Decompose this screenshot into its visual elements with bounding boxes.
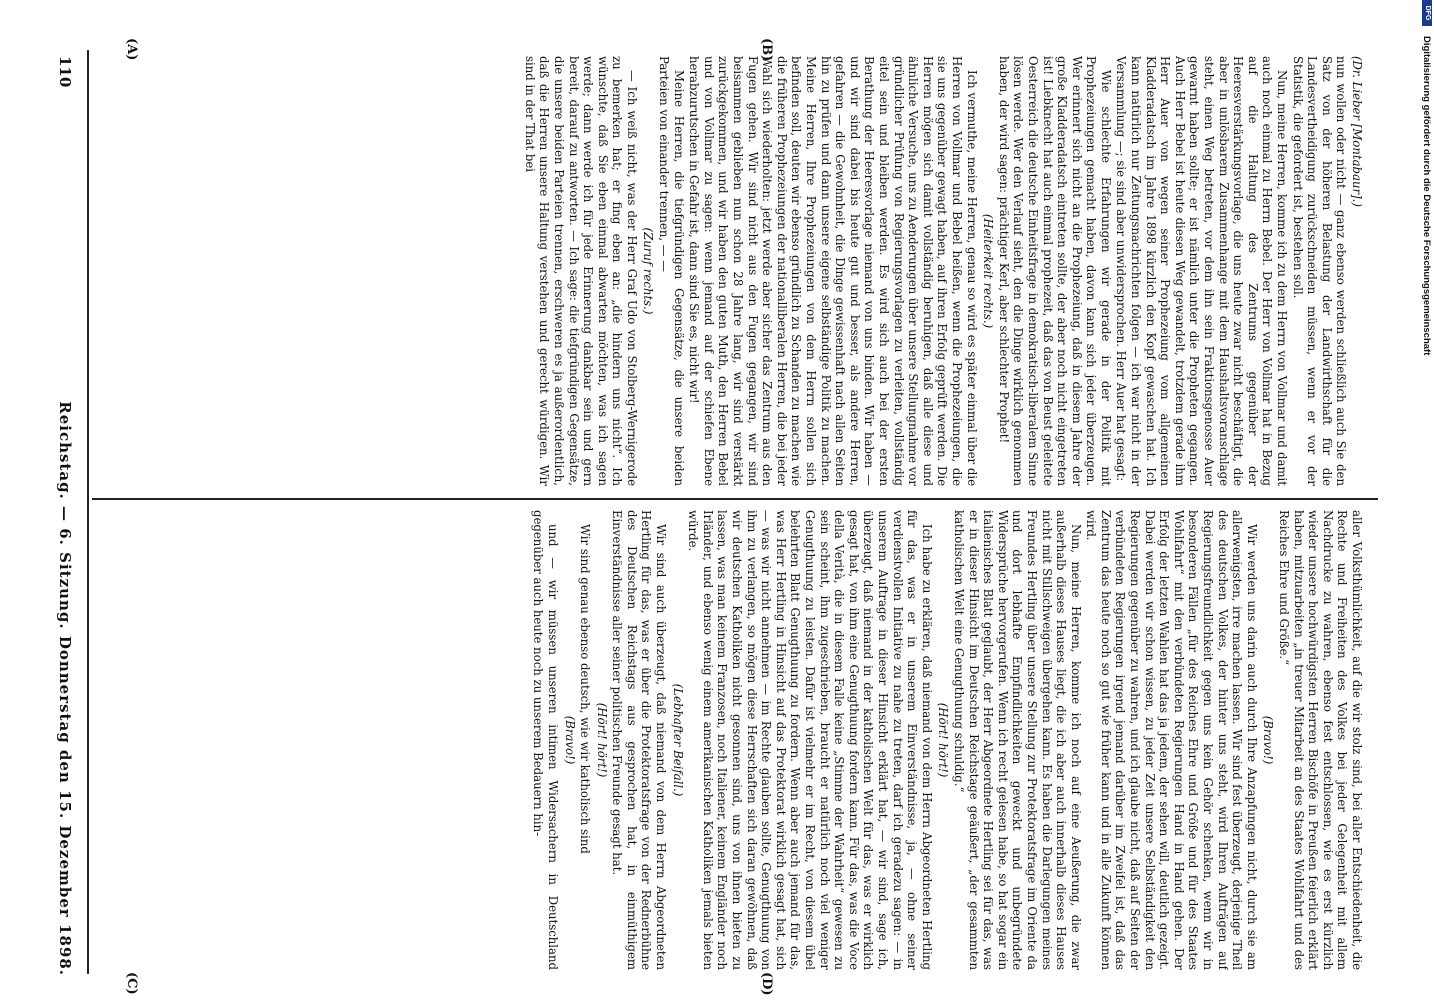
left-paragraph-3: Wie schlechte Erfahrungen wir gerade in der Politik mit Prophezeiungen gemacht haben, davon kann sich jeder überzeugen. Wer erinnert sich nicht an die Prophezeiung, daß in diesem Jahre der große Kladderadatsch eintreten sollte, der aber noch nicht eingetreten ist! Liebknecht hat auch einmal prophezeit, daß das von Beust geleitete Oesterreich die deutsche Einheitsfrage in demokratisch-liberalem Sinne lösen werde. Wer den Verlauf sieht, den die Dinge wirklich genommen haben, der wird sagen: prächtiger Kerl, aber schlechter Prophet!	[996, 56, 1113, 486]
right-paragraph-4: Ich habe zu erklären, daß niemand von dem Herrn Abgeordneten Hertling für das, was er in unserem Einverständnisse, ja, — ohne seiner verdienstvollen Initiative zu nahe zu treten, darf ich geradezu sagen: — in unserem Auftrage in dieser Hinsicht erklärt hat, — wir sind, sage ich, überzeugt, daß niemand in der katholischen Welt für das, was er wirklich gesagt hat, von ihm eine Genugthuung fordern kann. Für das, was die Voce della Verità, die in diesem Falle keine „Stimme der Wahrheit“ gewesen zu sein scheint, ihm zugeschrieben, braucht er natürlich noch viel weniger Genugthuung zu leisten. Dafür ist vielmehr er im Recht, von diesem übel belehrten Blatt Genugthuung zu fordern. Wenn aber auch jemand für das, was Herr Hertling in Hinsicht auf das Protektorat wirklich gesagt hat, sich — was wir nicht annehmen — im Rechte glauben sollte, Genugthuung von ihm zu verlangen, so mögen diese Herrschaften sich daran gewöhnen, daß wir deutschen Katholiken nicht gesonnen sind, uns von ihnen bieten zu lassen, was man keinem Franzosen, noch Italiener, keinem Engländer noch Irländer, und ebenso wenig einem amerikanischen Katholiken jemals bieten würde.	[686, 510, 934, 970]
margin-marker-b: (B)	[759, 38, 774, 62]
header-rule	[87, 50, 89, 974]
left-column	[94, 56, 1364, 486]
page-number: 110	[56, 56, 74, 88]
left-paragraph-4: Ich vermuthe, meine Herren, genau so wird es später einmal über die Herren von Vollmar und Bebel heißen, wenn die Prophezeiungen, die sie uns gegenüber gewagt haben, auf ihren Erfolg geprüft werden. Die Herren mögen sich damit vollständig beruhigen, daß alle diese und ähnliche Versuche, uns zu Aenderungen über unsere Stellungnahme vor gründlicher Prüfung von Regierungsvorlagen zu verleiten, vollständig eitel sein und bleiben werden. Es wird sich auch bei der ersten Berathung der Heeresvorlage niemand von uns binden. Wir haben — und wir sind dabei bis heute gut und besser, als andere Herren, gefahren — die Gewohnheit, die Dinge gewissenhaft nach allen Seiten hin zu prüfen und dann unsere eigene selbständige Politik zu machen. Meine Herren, Ihre Prophezeiungen von dem Herrn sollen sich befinden soll, deuten wir ebenso gründlich zu Schanden zu machen wie die früheren Prophezeiungen der nationalliberalen Herren, die bei jeder Wahl sich wiederholten: jetzt werde aber sicher das Zentrum aus den Fugen gehen. Wir sind nicht aus den Fugen gegangen, wir sind beisammen geblieben nun schon 28 Jahre lang, wir sind verstärkt zurückgekommen, und wir haben den guten Muth, den Herren Bebel und von Vollmar zu sagen: wenn jemand auf der schiefen Ebene herabzurutschen in Gefahr ist, dann sind Sie es, nicht wir!	[687, 56, 979, 486]
left-paragraph-2: Nun, meine Herren, komme ich zu dem Herrn von Vollmar und damit auch noch einmal zu Herrn Bebel. Der Herr von Vollmar hat in Bezug auf die Haltung des Zentrums gegenüber der Heeresverstärkungsvorlage, die uns heute zwar nicht beschäftigt, die aber in unlösbarem Zusammenhange mit dem Haushaltsvoranschlage steht, einen Weg betreten, vor dem ihn sein Fraktionsgenosse Auer gewarnt haben sollte; er ist nämlich unter die Propheten gegangen. Auch Herr Bebel ist heute diesen Weg gewandelt, trotzdem gerade ihm Herr Auer von wegen seiner Prophezeiung vom allgemeinen Kladderadatsch im Jahre 1898 kürzlich den Kopf gewaschen hat. Ich kann natürlich nur Zeitungsnachrichten folgen — ich war nicht in der Versammlung —; sie sind aber unwidersprochen. Herr Auer hat gesagt:	[1114, 56, 1290, 486]
margin-marker-c: (C)	[124, 972, 139, 995]
right-paragraph-6: Wir sind genau ebenso deutsch, wie wir katholisch sind	[578, 524, 593, 854]
right-aside-2: (Hört! hört!)	[936, 702, 951, 778]
right-aside-3: (Lebhafter Beifall.)	[670, 683, 685, 797]
left-aside-2: (Zuruf rechts.)	[641, 227, 656, 315]
right-paragraph-7: und — wir müssen unseren intimen Widersachern in Deutschland gegenüber auch heute noch zu unserem Bedauern hin-	[531, 510, 560, 970]
column-divider	[92, 498, 1378, 500]
right-paragraph-3: Nun, meine Herren, komme ich noch auf eine Aeußerung, die zwar außerhalb dieses Hauses liegt, die ich aber auch innerhalb dieses Hauses nicht mit Stillschweigen übergehen kann. Es haben die Darlegungen meines Freundes Hertling über unsere Stellung zur Protektoratsfrage im Oriente da und dort lebhafte Empfindlichkeiten geweckt und unbegründete Widersprüche hervorgerufen. Wenn ich recht gelesen habe, so hat sogar ein italienisches Blatt geglaubt, der Herr Abgeordnete Hertling sei für das, was er in dieser Hinsicht im Deutschen Reichstage geäußert, „der gesammten katholischen Welt eine Genugthuung schuldig.“	[951, 510, 1083, 970]
page-header	[50, 56, 74, 976]
dfg-logo: DFG	[1422, 0, 1432, 26]
funding-credit-text: Digitalisierung gefördert durch die Deutsche Forschungsgemeinschaft	[1421, 36, 1433, 356]
right-paragraph-2: Wir werden uns darin auch durch Ihre Anzapfungen nicht, durch sie am allerwenigsten, irre machen lassen. Wir sind fest überzeugt, derjenige Theil des deutschen Volkes, der hinter uns steht, wird Ihren Aufträgen auf Regierungsfreundlichkeit gegen uns kein Gehör schenken, wenn wir in besonderen Fällen „für des Reiches Ehre und Größe und für des Staates Wohlfahrt“ mit den verbündeten Regierungen Hand in Hand gehen. Der Erfolg der letzten Wahlen hat das ja jedem, der sehen will, deutlich gezeigt. Dabei werden wir schon wissen, zu jeder Zeit unsere Selbständigkeit den Regierungen gegenüber zu wahren, und ich glaube nicht, daß auf Seiten der verbündeten Regierungen irgend jemand darüber im Zweifel ist, daß das Zentrum das heute noch so gut wie früher kann und in alle Zukunft können wird.	[1084, 510, 1259, 970]
right-paragraph-1: aller Volksthümlichkeit, auf die wir stolz sind, bei aller Entschiedenheit, die Rechte und Freiheiten des Volkes bei jeder Gelegenheit mit allem Nachdrucke zu wahren, ebenso fest entschlossen, wie es erst kürzlich wieder unsere hochwürdigsten Herren Bischöfe in Preußen feierlich erklärt haben, mitzuarbeiten „in treuer Mitarbeit an des Staates Wohlfahrt und des Reiches Ehre und Größe.“	[1277, 510, 1364, 970]
right-aside-1: (Bravo!)	[1261, 715, 1276, 765]
left-paragraph-1: nun wollen oder nicht — ganz ebenso werden schließlich auch Sie den Satz von der höheren Belastung der Landwirthschaft für die Landesvertheidigung zurückschneiden müssen, wenn er vor der Statistik, die gefordert ist, bestehen soll.	[1290, 56, 1349, 486]
running-title: Reichstag. — 6. Sitzung. Donnerstag den 15. Dezember 1898.	[56, 401, 74, 976]
speaker-name: (Dr. Lieber [Montabaur].)	[1350, 56, 1364, 207]
right-paragraph-5: Wir sind auch überzeugt, daß niemand von dem Herrn Abgeordneten Hertling für das, was er über die Protektoratsfrage von der Rednerbühne des Deutschen Reichstags aus gesprochen hat, in einmüthigem Einverständnisse aller seiner politischen Freunde gesagt hat.	[610, 510, 669, 970]
left-paragraph-6: — Ich weiß nicht, was der Herr Graf Udo von Stolberg-Wernigerode zu bemerken hat; er fing eben an: „die hindern uns nicht“. Ich wünschte, daß Sie eben einmal abwarten möchten, was ich sagen werde; dann werde ich für jede Erinnerung dankbar sein und gern bereit, darauf zu antworten. — Ich sage: die tiefgründigen Gegensätze, die unsere beiden Parteien trennen, erschweren es ja außerordentlich, daß die Herren unsere Haltung verstehen und gerecht würdigen. Wir sind in der That bei	[522, 56, 639, 486]
margin-marker-a: (A)	[124, 38, 139, 61]
left-paragraph-5: Meine Herren, die tiefgründigen Gegensätze, die unsere beiden Parteien von einander trennen, — —	[657, 56, 686, 486]
left-aside-1: (Heiterkeit rechts.)	[981, 213, 996, 329]
right-aside-5: (Bravo!)	[562, 715, 577, 765]
funding-credit-strip	[1420, 0, 1434, 1000]
right-aside-4: (Hört! hört!)	[594, 702, 609, 778]
margin-marker-d: (D)	[759, 972, 774, 996]
right-column	[94, 510, 1364, 970]
